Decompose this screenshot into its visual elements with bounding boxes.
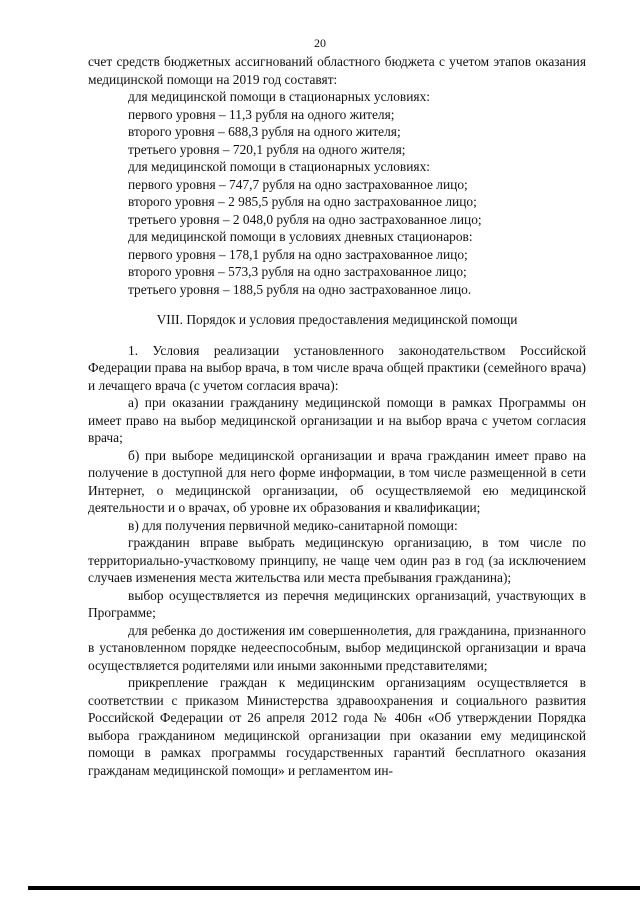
- norm-line: третьего уровня – 2 048,0 рубля на одно застрахованное лицо;: [128, 211, 482, 227]
- intro-paragraph: счет средств бюджетных ассигнований областного бюджета с учетом этапов оказания медицинской помощи на 2019 год составят:: [88, 54, 586, 87]
- norm-line: первого уровня – 178,1 рубля на одно застрахованное лицо;: [128, 246, 468, 262]
- paragraph: а) при оказании гражданину медицинской помощи в рамках Программы он имеет право на выбор медицинской организации и на выбор врача с учетом согласия врача;: [88, 395, 586, 445]
- page-number: 20: [314, 36, 326, 50]
- norm-line: второго уровня – 688,3 рубля на одного жителя;: [128, 124, 401, 139]
- norms-list: [88, 88, 586, 298]
- norm-line: для медицинской помощи в стационарных условиях:: [128, 159, 430, 174]
- norm-line: первого уровня – 11,3 рубля на одного жителя;: [128, 106, 395, 122]
- paragraph: для ребенка до достижения им совершеннолетия, для гражданина, признанного в установленном порядке недееспособным, выбор медицинской организации и врача осуществляется родителями или иными законными представителями;: [88, 622, 586, 673]
- paragraph: выбор осуществляется из перечня медицинских организаций, участвующих в Программе;: [88, 587, 586, 620]
- norm-line: второго уровня – 2 985,5 рубля на одно застрахованное лицо;: [128, 194, 477, 209]
- norm-line: первого уровня – 747,7 рубля на одно застрахованное лицо;: [128, 176, 468, 192]
- norm-line: второго уровня – 573,3 рубля на одно застрахованное лицо;: [128, 264, 467, 279]
- section-heading: VIII. Порядок и условия предоставления медицинской помощи: [156, 312, 518, 327]
- paragraph: гражданин вправе выбрать медицинскую организацию, в том числе по территориально-участковому принципу, не чаще чем один раз в год (за исключением случаев изменения места жительства или места пребывания гражданина);: [88, 535, 586, 585]
- paragraph: 1. Условия реализации установленного законодательством Российской Федерации права на выбор врача, в том числе врача общей практики (семейного врача) и лечащего врача (с учетом согласия врача):: [88, 342, 586, 393]
- norm-line: третьего уровня – 188,5 рубля на одно застрахованное лицо.: [128, 281, 472, 297]
- norm-line: третьего уровня – 720,1 рубля на одного жителя;: [128, 141, 406, 157]
- paragraph: в) для получения первичной медико-санитарной помощи:: [128, 517, 458, 533]
- paragraph: прикрепление граждан к медицинским организациям осуществляется в соответствии с приказом Министерства здравоохранения и социального развития Российской Федерации от 26 апреля 2012 года № 406н «Об утверждении Порядка выбора гражданином медицинской организации при оказании ему медицинской помощи в рамках программы государственных гарантий бесплатного оказания гражданам медицинской помощи» и регламентом ин-: [88, 675, 586, 778]
- norm-line: для медицинской помощи в стационарных условиях:: [128, 89, 430, 104]
- document-body: [88, 53, 586, 779]
- norm-line: для медицинской помощи в условиях дневных стационаров:: [128, 229, 473, 244]
- bottom-rule: [28, 886, 640, 890]
- paragraph: б) при выборе медицинской организации и врача гражданин имеет право на получение в доступной для него форме информации, в том числе размещенной в сети Интернет, о медицинской организации, об осуществляемой ею медицинской деятельности и о врачах, об уровне их образования и квалификации;: [88, 447, 586, 515]
